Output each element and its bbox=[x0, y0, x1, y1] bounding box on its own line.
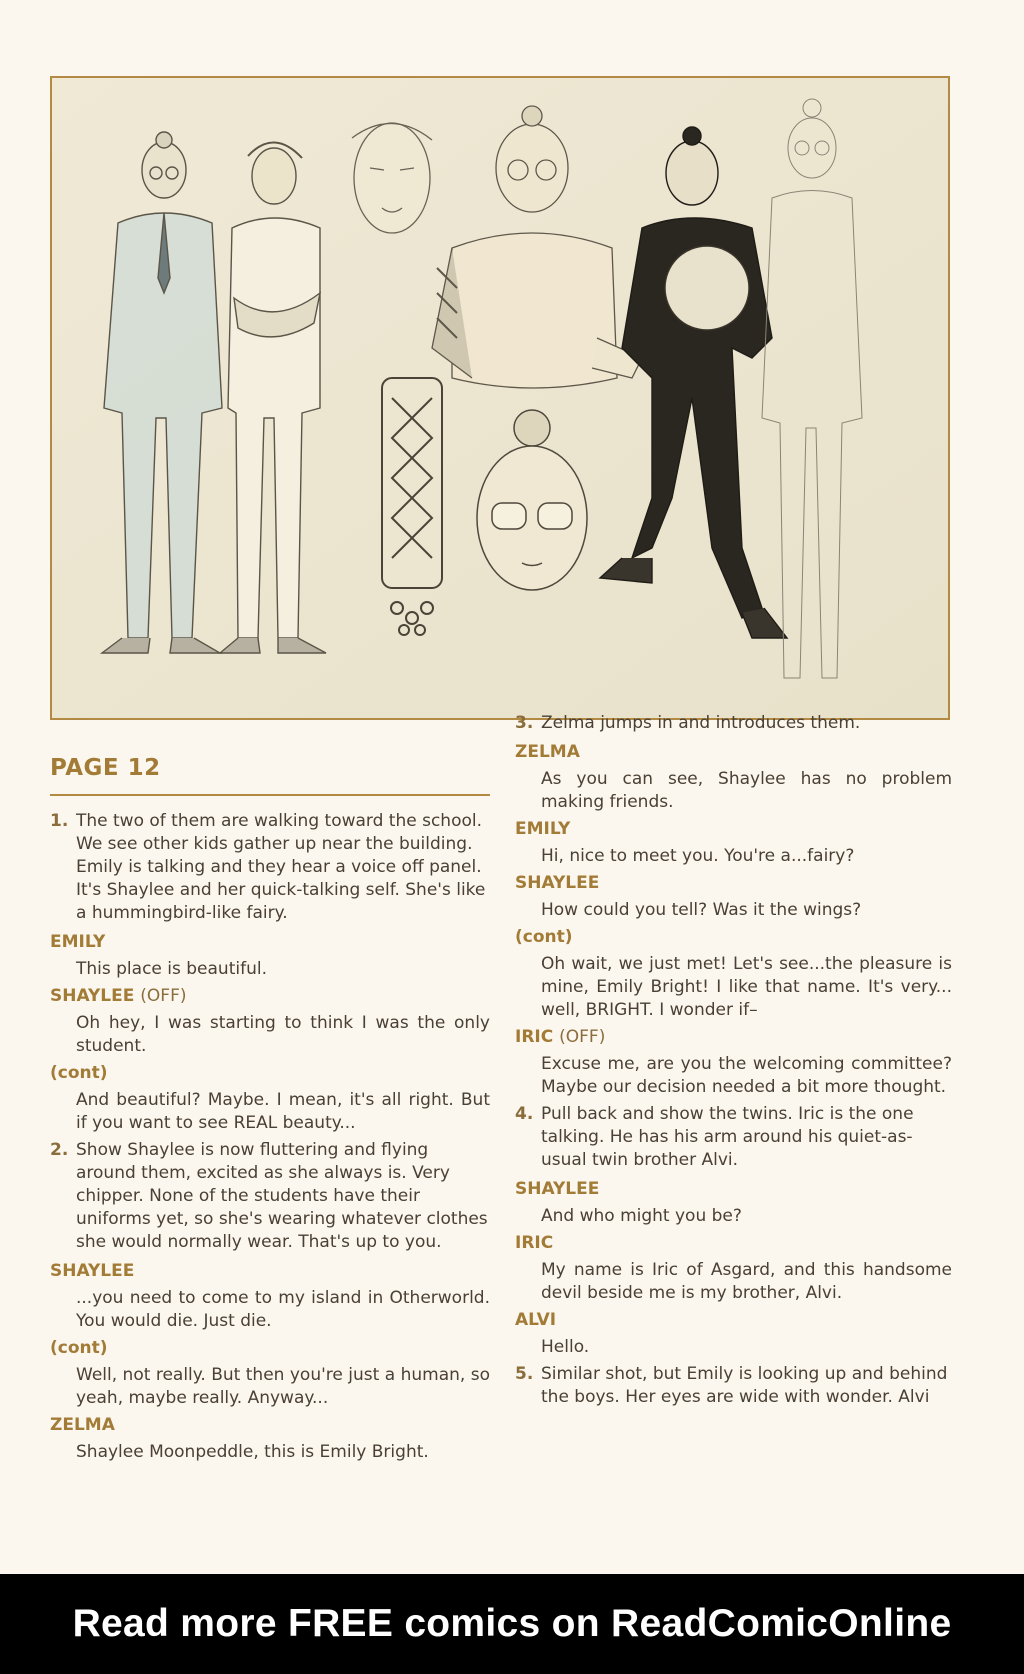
speaker-name bbox=[515, 1026, 952, 1049]
speaker-name bbox=[50, 1414, 490, 1437]
panel-number: 3. bbox=[515, 713, 534, 733]
panel-description bbox=[515, 1363, 952, 1409]
panel-text: Show Shaylee is now fluttering and flying around them, excited as she always is. Very chipper. None of the students have their uniforms yet, so she's wearing whatever clothes she would normally wear. That's up to you. bbox=[76, 1140, 488, 1252]
panel-description bbox=[50, 810, 490, 925]
speaker-label: (cont) bbox=[50, 1063, 108, 1083]
speaker-name bbox=[50, 1260, 490, 1283]
panel-text: Similar shot, but Emily is looking up and behind the boys. Her eyes are wide with wonder. Alvi bbox=[541, 1364, 948, 1407]
speaker-label: SHAYLEE bbox=[515, 873, 600, 893]
left-column-content bbox=[50, 810, 490, 1464]
panel-text: Zelma jumps in and introduces them. bbox=[541, 713, 861, 733]
speaker-label: SHAYLEE bbox=[50, 1261, 135, 1281]
panel-number: 5. bbox=[515, 1364, 534, 1384]
panel-text: The two of them are walking toward the school. We see other kids gather up near the building. Emily is talking and they hear a voice off panel. It's Shaylee and her quick-talking self. She's like a hummingbird-like fairy. bbox=[76, 811, 486, 923]
dialogue-line: Hello. bbox=[541, 1337, 590, 1357]
dialogue-line: And who might you be? bbox=[541, 1206, 742, 1226]
panel-description bbox=[515, 1103, 952, 1172]
character-sketch-artwork bbox=[50, 76, 950, 720]
speaker-name bbox=[50, 1062, 490, 1085]
panel-number: 4. bbox=[515, 1104, 534, 1124]
speaker-label: EMILY bbox=[515, 819, 571, 839]
dialogue-line: Oh hey, I was starting to think I was the only student. bbox=[76, 1013, 490, 1056]
speaker-tag: (OFF) bbox=[559, 1027, 606, 1047]
panel-text: Pull back and show the twins. Iric is the one talking. He has his arm around his quiet-as-usual twin brother Alvi. bbox=[541, 1104, 914, 1170]
panel-description bbox=[515, 712, 952, 735]
speaker-label: ZELMA bbox=[50, 1415, 115, 1435]
speaker-label: IRIC bbox=[515, 1027, 554, 1047]
dialogue-line: Well, not really. But then you're just a human, so yeah, maybe really. Anyway... bbox=[76, 1365, 490, 1408]
dialogue-line: ...you need to come to my island in Otherworld. You would die. Just die. bbox=[76, 1288, 490, 1331]
speaker-name bbox=[50, 985, 490, 1008]
right-column-content bbox=[515, 712, 952, 1409]
script-right-column bbox=[515, 712, 952, 1415]
script-left-column bbox=[50, 756, 490, 1468]
speaker-label: SHAYLEE bbox=[50, 986, 135, 1006]
page-heading: PAGE 12 bbox=[50, 756, 490, 796]
speaker-label: IRIC bbox=[515, 1233, 554, 1253]
dialogue-line: My name is Iric of Asgard, and this handsome devil beside me is my brother, Alvi. bbox=[541, 1260, 952, 1303]
speaker-label: ZELMA bbox=[515, 742, 580, 762]
speaker-name bbox=[50, 1337, 490, 1360]
speaker-name bbox=[515, 1309, 952, 1332]
speaker-name bbox=[515, 1232, 952, 1255]
dialogue-line: Oh wait, we just met! Let's see...the pleasure is mine, Emily Bright! I like that name. It's very... well, BRIGHT. I wonder if– bbox=[541, 954, 952, 1020]
dialogue-line: How could you tell? Was it the wings? bbox=[541, 900, 862, 920]
speaker-label: (cont) bbox=[50, 1338, 108, 1358]
dialogue-line: As you can see, Shaylee has no problem making friends. bbox=[541, 769, 952, 812]
speaker-tag: (OFF) bbox=[140, 986, 187, 1006]
dialogue-line: Shaylee Moonpeddle, this is Emily Bright. bbox=[76, 1442, 429, 1462]
speaker-name bbox=[515, 1178, 952, 1201]
dialogue-line: Hi, nice to meet you. You're a...fairy? bbox=[541, 846, 855, 866]
panel-description bbox=[50, 1139, 490, 1254]
speaker-name bbox=[515, 872, 952, 895]
speaker-label: ALVI bbox=[515, 1310, 557, 1330]
speaker-name bbox=[50, 931, 490, 954]
panel-number: 2. bbox=[50, 1140, 69, 1160]
speaker-label: EMILY bbox=[50, 932, 106, 952]
speaker-name bbox=[515, 926, 952, 949]
speaker-name bbox=[515, 741, 952, 764]
speaker-label: (cont) bbox=[515, 927, 573, 947]
dialogue-line: This place is beautiful. bbox=[76, 959, 267, 979]
read-more-banner[interactable]: Read more FREE comics on ReadComicOnline bbox=[0, 1574, 1024, 1674]
dialogue-line: Excuse me, are you the welcoming committee? Maybe our decision needed a bit more thought. bbox=[541, 1054, 952, 1097]
panel-number: 1. bbox=[50, 811, 69, 831]
dialogue-line: And beautiful? Maybe. I mean, it's all right. But if you want to see REAL beauty... bbox=[76, 1090, 490, 1133]
speaker-name bbox=[515, 818, 952, 841]
speaker-label: SHAYLEE bbox=[515, 1179, 600, 1199]
sketch-illustration bbox=[52, 78, 948, 718]
